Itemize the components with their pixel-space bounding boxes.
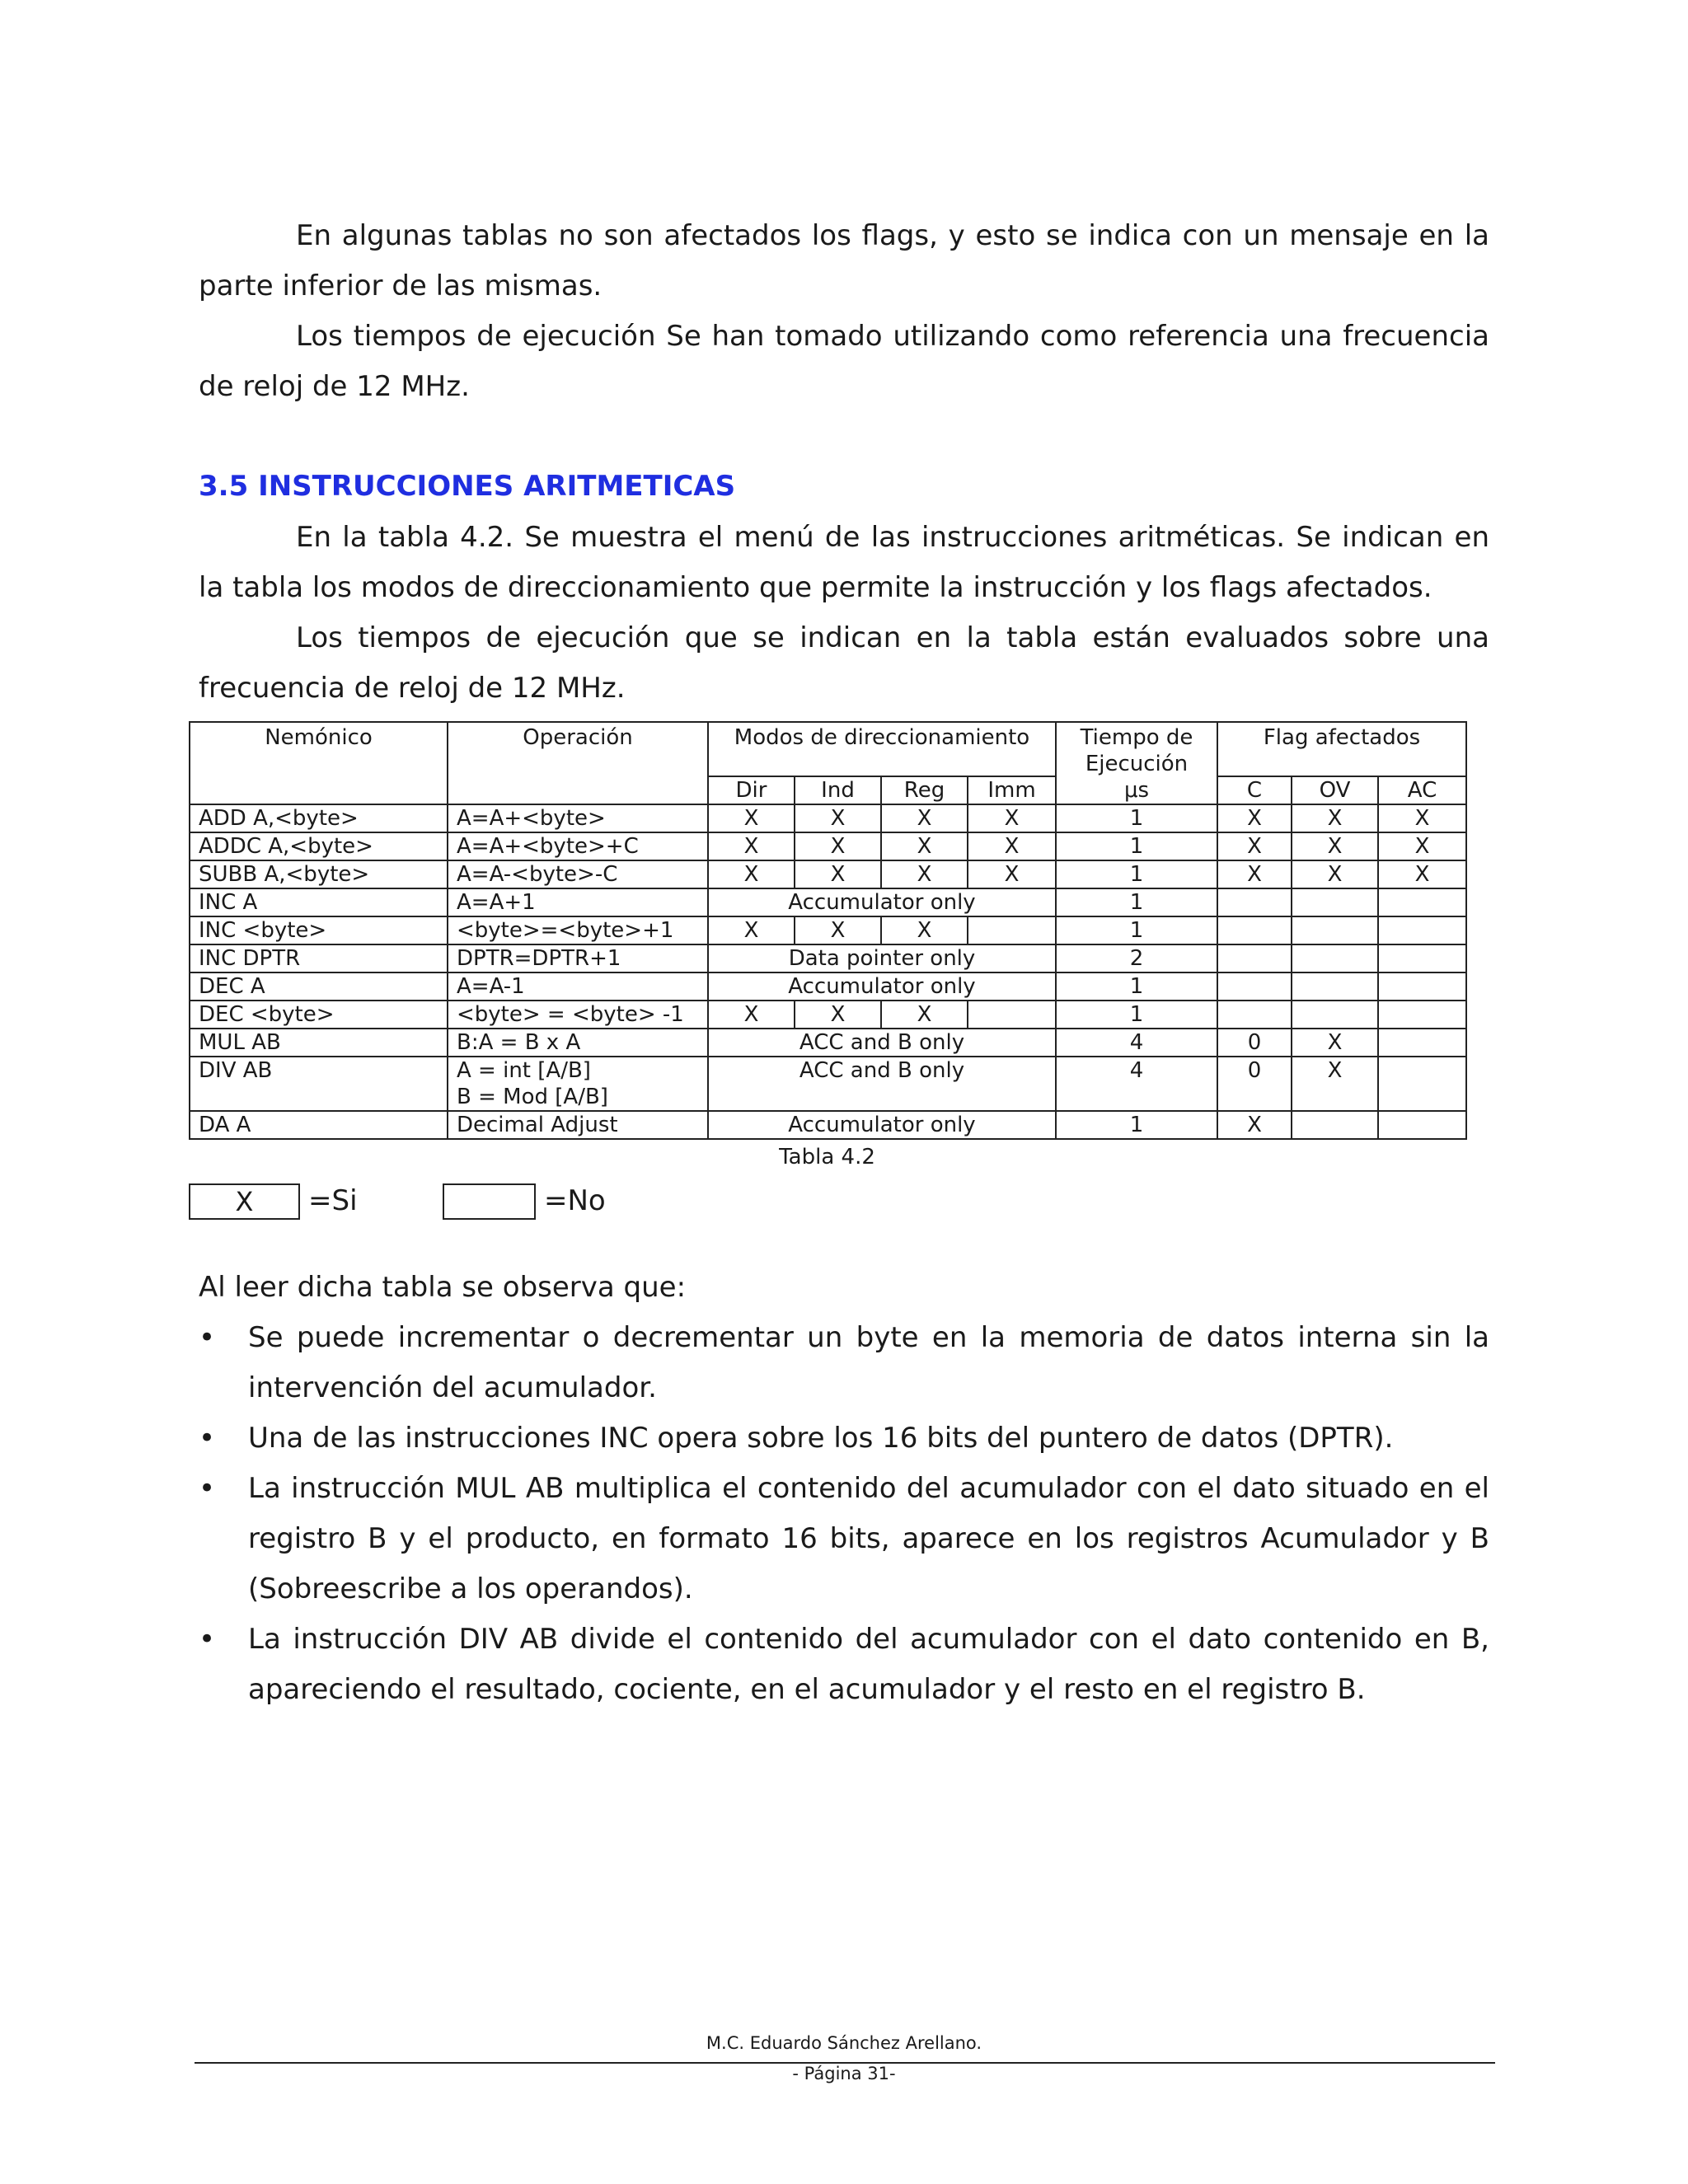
cell-ac xyxy=(1378,1001,1466,1029)
cell-c xyxy=(1217,888,1292,916)
header-imm: Imm xyxy=(968,776,1056,804)
header-nemonico: Nemónico xyxy=(190,722,448,804)
table-row xyxy=(190,832,1466,860)
cell-ov: X xyxy=(1292,1057,1378,1111)
header-tiempo-unit: μs xyxy=(1123,778,1150,803)
list-item: • La instrucción DIV AB divide el contenido del acumulador con el dato contenido en B, apareciendo el resultado, cociente, en el acumulador y el resto en el registro B. xyxy=(199,1615,1489,1715)
section-paragraph-times: Los tiempos de ejecución que se indican en la tabla están evaluados sobre una frecuencia de reloj de 12 MHz. xyxy=(199,621,1489,705)
cell-ind: X xyxy=(795,860,881,888)
cell-operacion: <byte> = <byte> -1 xyxy=(448,1001,708,1029)
header-c: C xyxy=(1217,776,1292,804)
cell-imm xyxy=(968,1001,1056,1029)
cell-mode-text: Accumulator only xyxy=(708,1111,1056,1139)
table-row xyxy=(190,1001,1466,1029)
cell-mode-text: Data pointer only xyxy=(708,944,1056,972)
cell-time: 1 xyxy=(1056,832,1217,860)
table-row xyxy=(190,804,1466,832)
cell-reg: X xyxy=(881,1001,968,1029)
cell-c: X xyxy=(1217,804,1292,832)
cell-dir: X xyxy=(708,1001,795,1029)
list-item: • Una de las instrucciones INC opera sobre los 16 bits del puntero de datos (DPTR). xyxy=(199,1413,1489,1464)
cell-ov: X xyxy=(1292,1029,1378,1057)
cell-c xyxy=(1217,944,1292,972)
cell-ind: X xyxy=(795,804,881,832)
footer-page-number: - Página 31- xyxy=(792,2064,896,2083)
cell-time: 1 xyxy=(1056,916,1217,944)
cell-nemonico: INC DPTR xyxy=(190,944,448,972)
cell-nemonico: MUL AB xyxy=(190,1029,448,1057)
cell-c xyxy=(1217,972,1292,1001)
table-row xyxy=(190,916,1466,944)
observations-list xyxy=(199,1313,1489,1715)
cell-ov xyxy=(1292,1111,1378,1139)
header-tiempo-line1: Tiempo de xyxy=(1080,725,1193,750)
cell-ov xyxy=(1292,1001,1378,1029)
table-caption: Tabla 4.2 xyxy=(779,1145,875,1169)
header-tiempo-line2: Ejecución xyxy=(1085,752,1189,776)
header-tiempo xyxy=(1056,722,1217,804)
bullet-icon: • xyxy=(199,1321,216,1354)
header-reg: Reg xyxy=(881,776,968,804)
cell-nemonico: DA A xyxy=(190,1111,448,1139)
cell-operacion: Decimal Adjust xyxy=(448,1111,708,1139)
cell-ind: X xyxy=(795,832,881,860)
list-item: • La instrucción MUL AB multiplica el contenido del acumulador con el dato situado en el registro B y el producto, en formato 16 bits, aparece en los registros Acumulador y B (Sobreescribe a los operandos). xyxy=(199,1464,1489,1615)
legend-yes-box: X xyxy=(189,1183,300,1220)
cell-time: 4 xyxy=(1056,1057,1217,1111)
cell-operacion-line1: A = int [A/B] xyxy=(457,1058,591,1083)
table-row xyxy=(190,944,1466,972)
table-row xyxy=(190,1057,1466,1111)
intro-paragraph-times: Los tiempos de ejecución Se han tomado utilizando como referencia una frecuencia de reloj de 12 MHz. xyxy=(199,320,1489,403)
cell-dir: X xyxy=(708,804,795,832)
intro-paragraph-flags: En algunas tablas no son afectados los flags, y esto se indica con un mensaje en la parte inferior de las mismas. xyxy=(199,219,1489,302)
cell-nemonico: INC <byte> xyxy=(190,916,448,944)
cell-reg: X xyxy=(881,860,968,888)
cell-ac xyxy=(1378,916,1466,944)
header-modos: Modos de direccionamiento xyxy=(708,722,1056,776)
observations-intro: Al leer dicha tabla se observa que: xyxy=(199,1271,687,1304)
list-item: • Se puede incrementar o decrementar un byte en la memoria de datos interna sin la intervención del acumulador. xyxy=(199,1313,1489,1413)
cell-operacion: A=A-<byte>-C xyxy=(448,860,708,888)
cell-ov: X xyxy=(1292,804,1378,832)
cell-ac xyxy=(1378,1057,1466,1111)
footer-author: M.C. Eduardo Sánchez Arellano. xyxy=(706,2033,982,2053)
cell-ac xyxy=(1378,972,1466,1001)
header-ind: Ind xyxy=(795,776,881,804)
cell-c: 0 xyxy=(1217,1029,1292,1057)
cell-time: 1 xyxy=(1056,1111,1217,1139)
cell-c: X xyxy=(1217,832,1292,860)
cell-dir: X xyxy=(708,916,795,944)
header-dir: Dir xyxy=(708,776,795,804)
cell-ov xyxy=(1292,916,1378,944)
cell-c: X xyxy=(1217,860,1292,888)
bullet-icon: • xyxy=(199,1472,216,1505)
cell-ov: X xyxy=(1292,860,1378,888)
cell-nemonico: INC A xyxy=(190,888,448,916)
cell-ind: X xyxy=(795,916,881,944)
cell-imm: X xyxy=(968,804,1056,832)
cell-operacion: B:A = B x A xyxy=(448,1029,708,1057)
arithmetic-instructions-table xyxy=(189,721,1467,1140)
cell-operacion xyxy=(448,1057,708,1111)
cell-ac xyxy=(1378,1111,1466,1139)
cell-mode-text: Accumulator only xyxy=(708,972,1056,1001)
cell-ov xyxy=(1292,944,1378,972)
bullet-icon: • xyxy=(199,1623,216,1656)
header-operacion: Operación xyxy=(448,722,708,804)
cell-imm: X xyxy=(968,832,1056,860)
cell-ov: X xyxy=(1292,832,1378,860)
cell-dir: X xyxy=(708,860,795,888)
table-row xyxy=(190,972,1466,1001)
cell-operacion: DPTR=DPTR+1 xyxy=(448,944,708,972)
cell-c: 0 xyxy=(1217,1057,1292,1111)
cell-operacion: A=A+1 xyxy=(448,888,708,916)
cell-ac xyxy=(1378,944,1466,972)
cell-operacion: A=A+<byte>+C xyxy=(448,832,708,860)
cell-time: 1 xyxy=(1056,888,1217,916)
cell-nemonico: SUBB A,<byte> xyxy=(190,860,448,888)
legend-no-box xyxy=(443,1183,536,1220)
cell-reg: X xyxy=(881,916,968,944)
cell-operacion-line2: B = Mod [A/B] xyxy=(457,1085,608,1109)
table-row xyxy=(190,1029,1466,1057)
cell-operacion: A=A-1 xyxy=(448,972,708,1001)
cell-mode-text: ACC and B only xyxy=(708,1057,1056,1111)
cell-ac: X xyxy=(1378,860,1466,888)
table-row xyxy=(190,888,1466,916)
cell-operacion: A=A+<byte> xyxy=(448,804,708,832)
cell-c: X xyxy=(1217,1111,1292,1139)
section-paragraph-menu: En la tabla 4.2. Se muestra el menú de las instrucciones aritméticas. Se indican en la tabla los modos de direccionamiento que permite la instrucción y los flags afectados. xyxy=(199,521,1489,604)
cell-time: 1 xyxy=(1056,1001,1217,1029)
cell-mode-text: ACC and B only xyxy=(708,1029,1056,1057)
cell-nemonico: DIV AB xyxy=(190,1057,448,1111)
cell-ov xyxy=(1292,972,1378,1001)
cell-time: 1 xyxy=(1056,972,1217,1001)
cell-nemonico: ADDC A,<byte> xyxy=(190,832,448,860)
table-row xyxy=(190,860,1466,888)
bullet-icon: • xyxy=(199,1422,216,1455)
table-body xyxy=(190,804,1466,1139)
cell-ac xyxy=(1378,1029,1466,1057)
legend-no-label: =No xyxy=(544,1184,606,1217)
cell-ind: X xyxy=(795,1001,881,1029)
cell-nemonico: DEC <byte> xyxy=(190,1001,448,1029)
header-ov: OV xyxy=(1292,776,1378,804)
cell-reg: X xyxy=(881,804,968,832)
cell-ac: X xyxy=(1378,804,1466,832)
cell-ac: X xyxy=(1378,832,1466,860)
cell-ov xyxy=(1292,888,1378,916)
cell-imm xyxy=(968,916,1056,944)
cell-time: 2 xyxy=(1056,944,1217,972)
cell-time: 1 xyxy=(1056,804,1217,832)
cell-nemonico: DEC A xyxy=(190,972,448,1001)
section-heading: 3.5 INSTRUCCIONES ARITMETICAS xyxy=(199,470,736,503)
cell-imm: X xyxy=(968,860,1056,888)
table-row xyxy=(190,1111,1466,1139)
cell-ac xyxy=(1378,888,1466,916)
cell-reg: X xyxy=(881,832,968,860)
cell-time: 4 xyxy=(1056,1029,1217,1057)
header-flags: Flag afectados xyxy=(1217,722,1466,776)
cell-nemonico: ADD A,<byte> xyxy=(190,804,448,832)
cell-dir: X xyxy=(708,832,795,860)
cell-c xyxy=(1217,916,1292,944)
cell-operacion: <byte>=<byte>+1 xyxy=(448,916,708,944)
cell-mode-text: Accumulator only xyxy=(708,888,1056,916)
header-ac: AC xyxy=(1378,776,1466,804)
cell-time: 1 xyxy=(1056,860,1217,888)
cell-c xyxy=(1217,1001,1292,1029)
legend-yes-label: =Si xyxy=(308,1184,358,1217)
